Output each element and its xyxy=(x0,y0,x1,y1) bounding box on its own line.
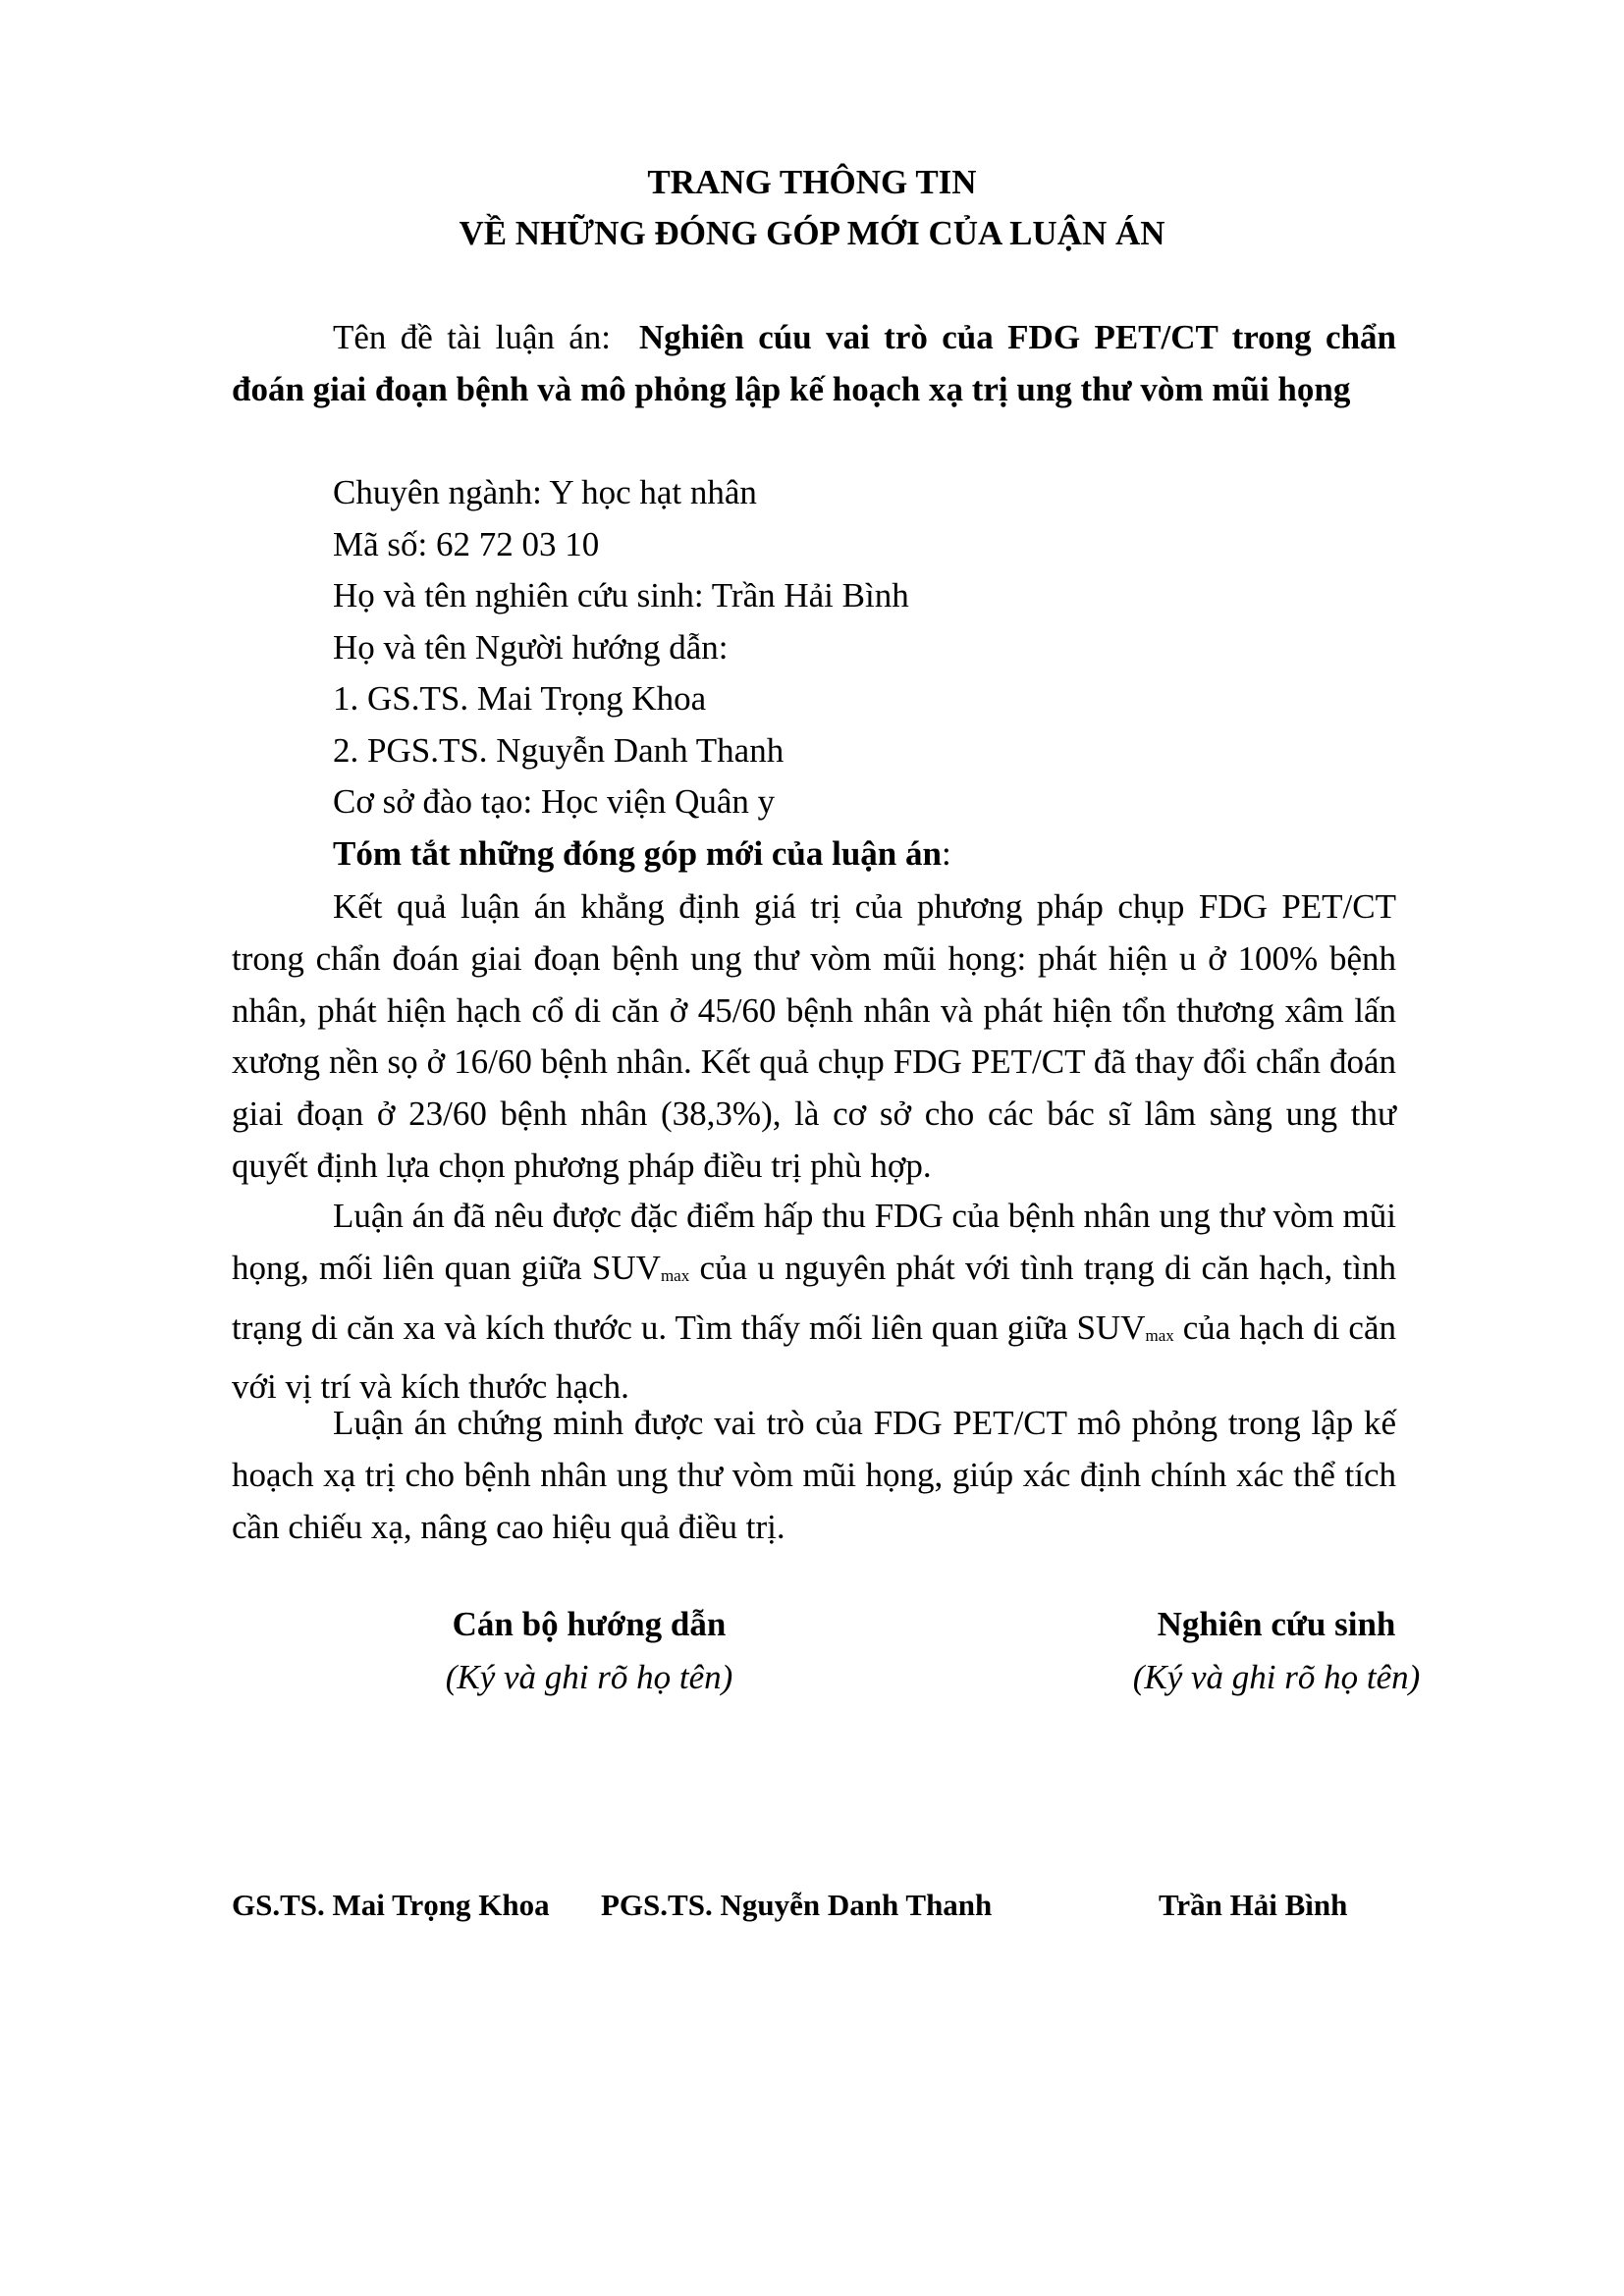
suv-subscript-1: max xyxy=(660,1265,690,1285)
code-line: Mã số: 62 72 03 10 xyxy=(333,524,600,563)
thesis-title-block xyxy=(232,312,1396,415)
researcher-signature-block xyxy=(1080,1598,1473,1704)
summary-label: Tóm tắt những đóng góp mới của luận án xyxy=(333,833,942,873)
summary-paragraph-1: Kết quả luận án khẳng định giá trị của phương pháp chụp FDG PET/CT trong chẩn đoán giai đoạn bệnh ung thư vòm mũi họng: phát hiện u ở 100% bệnh nhân, phát hiện hạch cổ di căn ở 45/60 bệnh nhân và phát hiện tổn thương xâm lấn xương nền sọ ở 16/60 bệnh nhân. Kết quả chụp FDG PET/CT đã thay đổi chẩn đoán giai đoạn ở 23/60 bệnh nhân (38,3%), là cơ sở cho các bác sĩ lâm sàng ung thư quyết định lựa chọn phương pháp điều trị phù hợp. xyxy=(232,887,1396,1185)
researcher-line: Họ và tên nghiên cứu sinh: Trần Hải Bình xyxy=(333,576,909,614)
researcher-signature-title: Nghiên cứu sinh xyxy=(1157,1605,1396,1643)
p2-part-a: Luận án đã nêu được đặc điểm hấp thu FDG của bệnh nhân ung thư vòm mũi họng, mối liên quan giữa SUV xyxy=(232,1197,1396,1287)
summary-paragraph-2 xyxy=(232,1191,1396,1414)
summary-heading xyxy=(333,828,1396,881)
signer-name-1: GS.TS. Mai Trọng Khoa xyxy=(232,1888,550,1922)
thesis-title: Nghiên cúu vai trò của FDG PET/CT trong chẩn đoán giai đoạn bệnh và mô phỏng lập kế hoạch xạ trị ung thư vòm mũi họng xyxy=(232,318,1397,408)
suv-subscript-2: max xyxy=(1145,1325,1174,1345)
page-title-line1: TRANG THÔNG TIN xyxy=(647,163,977,201)
researcher-signature-note: (Ký và ghi rõ họ tên) xyxy=(1132,1658,1421,1696)
institution-line: Cơ sở đào tạo: Học viện Quân y xyxy=(333,782,776,821)
summary-paragraph-3: Luận án chứng minh được vai trò của FDG PET/CT mô phỏng trong lập kế hoạch xạ trị cho bệnh nhân ung thư vòm mũi họng, giúp xác định chính xác thể tích cần chiếu xạ, nâng cao hiệu quả điều trị. xyxy=(232,1404,1396,1546)
page-title-line2: VỀ NHỮNG ĐÓNG GÓP MỚI CỦA LUẬN ÁN xyxy=(459,214,1165,252)
supervisor-signature-note: (Ký và ghi rõ họ tên) xyxy=(445,1658,733,1696)
p2-part-b: của u nguyên phát với tình trạng di căn hạch, tình trạng di căn xa và kích thước u. Tìm thấy mối liên quan giữa SUV xyxy=(232,1248,1396,1347)
signer-name-3: Trần Hải Bình xyxy=(1159,1888,1348,1922)
summary-colon: : xyxy=(942,833,951,873)
supervisor-signature-block xyxy=(393,1598,785,1704)
supervisor-signature-title: Cán bộ hướng dẫn xyxy=(452,1605,727,1643)
specialty-line: Chuyên ngành: Y học hạt nhân xyxy=(333,473,757,511)
thesis-label: Tên đề tài luận án: xyxy=(333,318,612,356)
signer-name-2: PGS.TS. Nguyễn Danh Thanh xyxy=(601,1888,993,1922)
thesis-info xyxy=(333,467,1396,880)
supervisors-label: Họ và tên Người hướng dẫn: xyxy=(333,627,729,667)
p2-part-c: của hạch di căn với vị trí và kích thước hạch. xyxy=(232,1308,1396,1407)
supervisor-2: 2. PGS.TS. Nguyễn Danh Thanh xyxy=(333,730,785,770)
supervisor-1: 1. GS.TS. Mai Trọng Khoa xyxy=(333,679,707,718)
